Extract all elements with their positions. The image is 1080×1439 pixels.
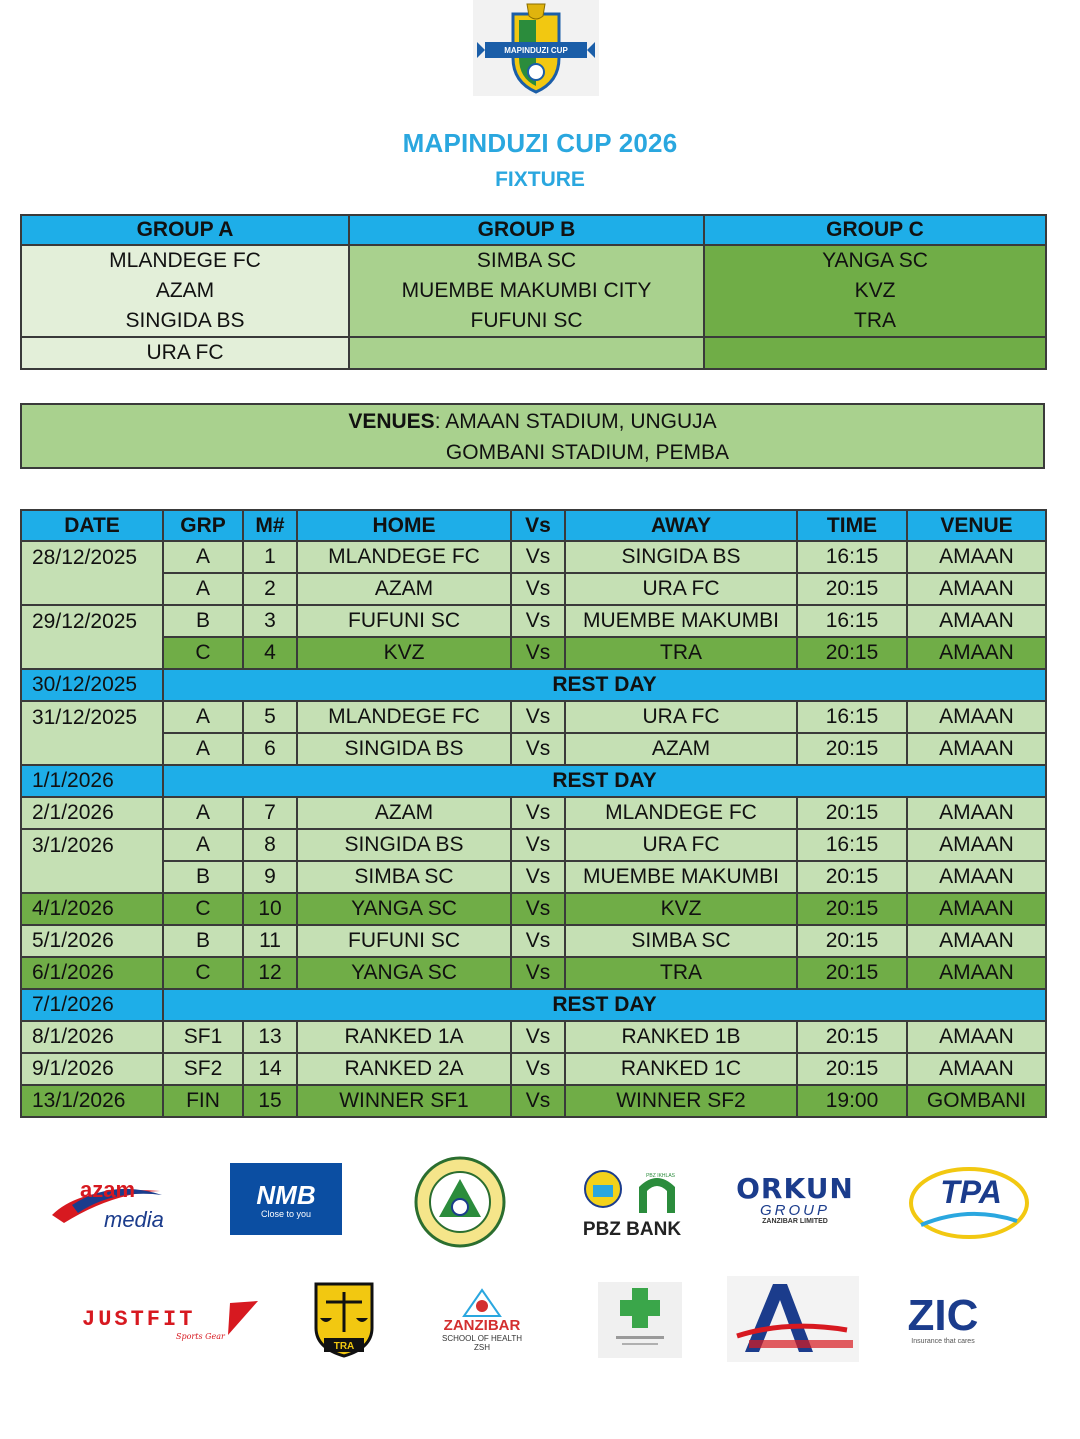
col-vs: Vs <box>511 510 565 541</box>
group-c-team <box>704 337 1046 369</box>
fixture-time: 20:15 <box>797 733 907 765</box>
fixture-match-number: 13 <box>243 1021 297 1053</box>
fixture-grp: A <box>163 733 243 765</box>
fixture-venue: AMAAN <box>907 1053 1046 1085</box>
page-subtitle: FIXTURE <box>495 168 585 191</box>
fixture-match-number: 11 <box>243 925 297 957</box>
fixture-row <box>21 861 1046 893</box>
fixture-vs: Vs <box>511 541 565 573</box>
col-time: TIME <box>797 510 907 541</box>
zsh-name: ZANZIBAR <box>443 1317 521 1334</box>
fixture-away: SINGIDA BS <box>565 541 797 573</box>
fixture-match-number: 15 <box>243 1085 297 1117</box>
venue-amaan: : AMAAN STADIUM, UNGUJA <box>434 410 717 433</box>
fixture-date <box>21 637 163 669</box>
fixture-time: 20:15 <box>797 925 907 957</box>
fixture-row <box>21 1021 1046 1053</box>
fixture-venue: GOMBANI <box>907 1085 1046 1117</box>
pharmacy-logo <box>598 1282 682 1358</box>
fixture-grp: B <box>163 861 243 893</box>
fixture-venue: AMAAN <box>907 797 1046 829</box>
logo-text: MAPINDUZI CUP <box>504 46 568 55</box>
fixture-vs: Vs <box>511 861 565 893</box>
fixture-date: 13/1/2026 <box>21 1085 163 1117</box>
fixture-row <box>21 605 1046 637</box>
fixture-match-number: 5 <box>243 701 297 733</box>
fixture-grp: SF1 <box>163 1021 243 1053</box>
fixture-grp: SF2 <box>163 1053 243 1085</box>
fixtures-body <box>21 541 1046 1117</box>
group-b-header: GROUP B <box>349 215 704 245</box>
nmb-tagline: Close to you <box>260 1208 312 1219</box>
fixture-row <box>21 925 1046 957</box>
zic-logo <box>894 1280 992 1358</box>
fixture-date: 8/1/2026 <box>21 1021 163 1053</box>
fixture-vs: Vs <box>511 797 565 829</box>
svg-text:PBZ IKHLAS: PBZ IKHLAS <box>646 1173 675 1179</box>
fixture-away: MUEMBE MAKUMBI <box>565 605 797 637</box>
nmb-logo <box>230 1163 342 1235</box>
nmb-name: NMB <box>256 1179 316 1210</box>
svg-text:TPA: TPA <box>940 1174 1002 1210</box>
fixture-away: URA FC <box>565 573 797 605</box>
group-a-header: GROUP A <box>21 215 349 245</box>
svg-text:azam: azam <box>80 1177 136 1202</box>
fixture-venue: AMAAN <box>907 829 1046 861</box>
fixture-date <box>21 573 163 605</box>
fixture-date: 28/12/2025 <box>21 541 163 573</box>
fixture-date: 4/1/2026 <box>21 893 163 925</box>
fixture-grp: B <box>163 925 243 957</box>
fixture-vs: Vs <box>511 1021 565 1053</box>
orkun-group: GROUP <box>759 1202 830 1219</box>
fixture-match-number: 12 <box>243 957 297 989</box>
orkun-group-logo <box>733 1170 857 1230</box>
fixture-away: AZAM <box>565 733 797 765</box>
col-home: HOME <box>297 510 511 541</box>
scales-of-justice-icon <box>308 1278 380 1360</box>
fixture-venue: AMAAN <box>907 957 1046 989</box>
fixture-grp: C <box>163 637 243 669</box>
fixture-vs: Vs <box>511 1085 565 1117</box>
group-a-team: MLANDEGE FC <box>21 245 349 276</box>
rest-day-label: REST DAY <box>163 989 1046 1021</box>
fixture-home: SIMBA SC <box>297 861 511 893</box>
group-c-header: GROUP C <box>704 215 1046 245</box>
fixture-venue: AMAAN <box>907 637 1046 669</box>
fixture-date: 9/1/2026 <box>21 1053 163 1085</box>
fixture-grp: C <box>163 957 243 989</box>
groups-row <box>21 245 1046 276</box>
svg-text:TRA: TRA <box>333 1341 355 1352</box>
svg-text:media: media <box>104 1207 164 1232</box>
fixture-date: 3/1/2026 <box>21 829 163 861</box>
fixture-vs: Vs <box>511 829 565 861</box>
fixture-match-number: 14 <box>243 1053 297 1085</box>
fixture-vs: Vs <box>511 637 565 669</box>
group-a-team: AZAM <box>21 276 349 306</box>
fixture-vs: Vs <box>511 925 565 957</box>
fixture-home: MLANDEGE FC <box>297 541 511 573</box>
fixture-venue: AMAAN <box>907 605 1046 637</box>
venues-box <box>20 403 1045 469</box>
fixture-grp: B <box>163 605 243 637</box>
fixture-vs: Vs <box>511 573 565 605</box>
fixture-away: SIMBA SC <box>565 925 797 957</box>
justfit-icon <box>80 1295 260 1345</box>
fixture-row <box>21 541 1046 573</box>
fixture-match-number: 4 <box>243 637 297 669</box>
fixture-grp: A <box>163 541 243 573</box>
fixture-time: 20:15 <box>797 1053 907 1085</box>
group-c-team: YANGA SC <box>704 245 1046 276</box>
agency-a-icon <box>727 1276 859 1362</box>
pbz-bank-icon <box>577 1167 687 1219</box>
fixture-home: KVZ <box>297 637 511 669</box>
zanzibar-football-federation-logo <box>413 1155 507 1249</box>
rest-day-label: REST DAY <box>163 765 1046 797</box>
azam-media-icon <box>42 1165 172 1233</box>
pbz-bank-logo <box>577 1163 687 1245</box>
fixture-away: WINNER SF2 <box>565 1085 797 1117</box>
fixture-match-number: 3 <box>243 605 297 637</box>
fixture-time: 20:15 <box>797 893 907 925</box>
fixture-row <box>21 797 1046 829</box>
zic-name: ZIC <box>907 1290 979 1340</box>
fixture-date: 6/1/2026 <box>21 957 163 989</box>
fixture-venue: AMAAN <box>907 925 1046 957</box>
fixture-row <box>21 733 1046 765</box>
fixture-date: 30/12/2025 <box>21 669 163 701</box>
pbz-name: PBZ BANK <box>582 1219 682 1240</box>
fixture-home: YANGA SC <box>297 957 511 989</box>
fixture-away: TRA <box>565 637 797 669</box>
group-a-team: SINGIDA BS <box>21 306 349 337</box>
fixture-venue: AMAAN <box>907 733 1046 765</box>
fixture-vs: Vs <box>511 701 565 733</box>
fixture-match-number: 2 <box>243 573 297 605</box>
fixture-home: AZAM <box>297 797 511 829</box>
group-b-team: SIMBA SC <box>349 245 704 276</box>
col-match-number: M# <box>243 510 297 541</box>
pharmacy-cross-icon <box>598 1282 682 1358</box>
fixture-grp: FIN <box>163 1085 243 1117</box>
zic-tagline: Insurance that cares <box>911 1337 975 1345</box>
fixture-time: 19:00 <box>797 1085 907 1117</box>
fixture-vs: Vs <box>511 733 565 765</box>
fixture-home: SINGIDA BS <box>297 733 511 765</box>
fixture-match-number: 9 <box>243 861 297 893</box>
azam-media-logo <box>42 1165 172 1233</box>
rest-day-row <box>21 765 1046 797</box>
groups-table <box>20 214 1047 370</box>
fixture-grp: A <box>163 573 243 605</box>
tpa-logo <box>905 1163 1033 1245</box>
venue-gombani: GOMBANI STADIUM, PEMBA <box>445 441 730 464</box>
svg-text:JUSTFIT: JUSTFIT <box>82 1307 196 1332</box>
venues-line-1 <box>22 410 1043 434</box>
fixture-away: MUEMBE MAKUMBI <box>565 861 797 893</box>
fixture-vs: Vs <box>511 893 565 925</box>
fixture-grp: A <box>163 797 243 829</box>
fixture-date: 29/12/2025 <box>21 605 163 637</box>
fixture-away: MLANDEGE FC <box>565 797 797 829</box>
svg-text:Sports Gear: Sports Gear <box>176 1332 225 1341</box>
fixture-home: FUFUNI SC <box>297 605 511 637</box>
fixture-match-number: 10 <box>243 893 297 925</box>
rest-day-label: REST DAY <box>163 669 1046 701</box>
fixture-away: URA FC <box>565 701 797 733</box>
fixture-time: 20:15 <box>797 957 907 989</box>
fixture-row <box>21 957 1046 989</box>
fixture-away: RANKED 1B <box>565 1021 797 1053</box>
fixture-time: 20:15 <box>797 797 907 829</box>
fixture-match-number: 8 <box>243 829 297 861</box>
fixture-row <box>21 573 1046 605</box>
fixture-venue: AMAAN <box>907 1021 1046 1053</box>
fixture-home: RANKED 2A <box>297 1053 511 1085</box>
tpa-icon <box>905 1163 1033 1245</box>
fixture-venue: AMAAN <box>907 541 1046 573</box>
page-title: MAPINDUZI CUP 2026 <box>402 128 678 158</box>
zanzibar-school-of-health-logo <box>432 1282 532 1358</box>
fixture-date <box>21 733 163 765</box>
fixture-date: 5/1/2026 <box>21 925 163 957</box>
fixture-row <box>21 701 1046 733</box>
col-date: DATE <box>21 510 163 541</box>
fixture-home: WINNER SF1 <box>297 1085 511 1117</box>
fixture-home: MLANDEGE FC <box>297 701 511 733</box>
fixture-time: 20:15 <box>797 861 907 893</box>
fixture-date: 1/1/2026 <box>21 765 163 797</box>
group-c-team: TRA <box>704 306 1046 337</box>
zsh-sub: SCHOOL OF HEALTH <box>441 1334 522 1343</box>
fixture-home: AZAM <box>297 573 511 605</box>
fixture-time: 20:15 <box>797 637 907 669</box>
group-a-team: URA FC <box>21 337 349 369</box>
fixture-match-number: 6 <box>243 733 297 765</box>
agency-logo <box>727 1276 859 1362</box>
group-b-team: MUEMBE MAKUMBI CITY <box>349 276 704 306</box>
fixture-time: 16:15 <box>797 701 907 733</box>
justfit-logo <box>80 1295 260 1345</box>
groups-row <box>21 337 1046 369</box>
groups-row <box>21 276 1046 306</box>
rest-day-row <box>21 669 1046 701</box>
fixture-match-number: 1 <box>243 541 297 573</box>
mapinduzi-cup-logo <box>473 0 599 96</box>
fixture-date: 31/12/2025 <box>21 701 163 733</box>
col-grp: GRP <box>163 510 243 541</box>
fixture-away: RANKED 1C <box>565 1053 797 1085</box>
groups-row <box>21 306 1046 337</box>
col-away: AWAY <box>565 510 797 541</box>
fixture-home: RANKED 1A <box>297 1021 511 1053</box>
fixture-row <box>21 893 1046 925</box>
fixture-home: SINGIDA BS <box>297 829 511 861</box>
fixture-vs: Vs <box>511 1053 565 1085</box>
fixture-vs: Vs <box>511 605 565 637</box>
orkun-name: ORKUN <box>736 1172 854 1205</box>
group-b-team <box>349 337 704 369</box>
trophy-shield-icon <box>473 0 599 96</box>
col-venue: VENUE <box>907 510 1046 541</box>
fixture-row <box>21 1053 1046 1085</box>
fixture-vs: Vs <box>511 957 565 989</box>
groups-header-row <box>21 215 1046 245</box>
fixture-date <box>21 861 163 893</box>
rest-day-row <box>21 989 1046 1021</box>
fixture-home: FUFUNI SC <box>297 925 511 957</box>
group-b-team: FUFUNI SC <box>349 306 704 337</box>
venues-label: VENUES <box>348 410 435 433</box>
fixture-time: 20:15 <box>797 1021 907 1053</box>
health-school-icon <box>462 1288 502 1318</box>
fixture-away: URA FC <box>565 829 797 861</box>
football-federation-seal-icon <box>413 1155 507 1249</box>
fixture-away: KVZ <box>565 893 797 925</box>
group-c-team: KVZ <box>704 276 1046 306</box>
orkun-sub: ZANZIBAR LIMITED <box>762 1218 828 1225</box>
fixture-time: 16:15 <box>797 829 907 861</box>
fixture-time: 16:15 <box>797 605 907 637</box>
fixture-away: TRA <box>565 957 797 989</box>
fixture-date: 2/1/2026 <box>21 797 163 829</box>
fixture-venue: AMAAN <box>907 861 1046 893</box>
fixture-grp: A <box>163 829 243 861</box>
fixture-venue: AMAAN <box>907 573 1046 605</box>
fixture-row <box>21 637 1046 669</box>
zsh-abbr: ZSH <box>474 1343 490 1352</box>
fixture-date: 7/1/2026 <box>21 989 163 1021</box>
fixtures-table <box>20 509 1047 1118</box>
fixture-row <box>21 829 1046 861</box>
fixture-home: YANGA SC <box>297 893 511 925</box>
tra-logo <box>308 1278 380 1360</box>
fixture-grp: C <box>163 893 243 925</box>
fixture-venue: AMAAN <box>907 893 1046 925</box>
fixtures-header-row <box>21 510 1046 541</box>
fixture-venue: AMAAN <box>907 701 1046 733</box>
fixture-grp: A <box>163 701 243 733</box>
fixture-match-number: 7 <box>243 797 297 829</box>
fixture-row <box>21 1085 1046 1117</box>
fixture-time: 20:15 <box>797 573 907 605</box>
fixture-time: 16:15 <box>797 541 907 573</box>
